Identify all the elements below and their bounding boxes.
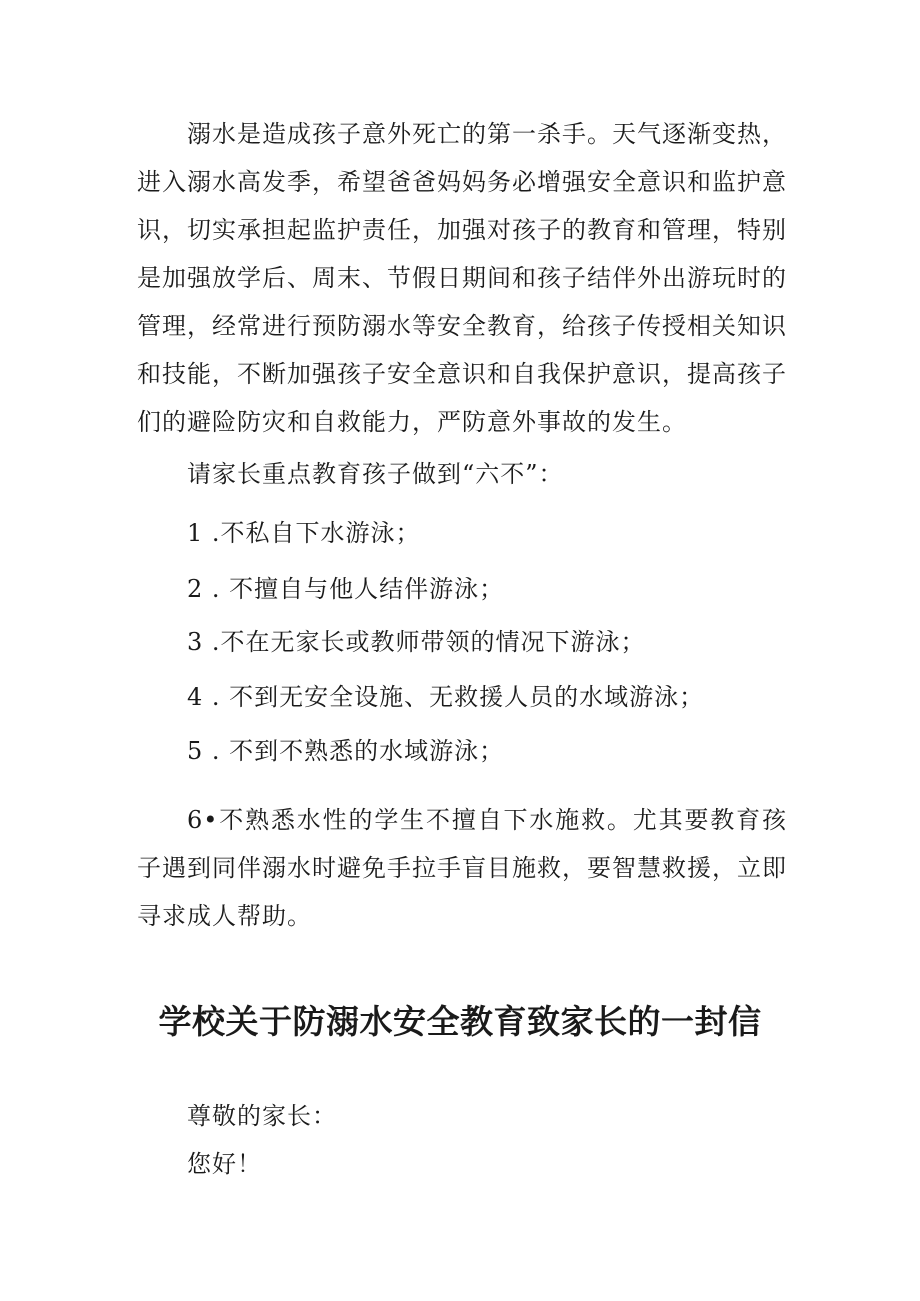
rule-item-2: 2 . 不擅自与他人结伴游泳； xyxy=(187,575,505,603)
letter-greeting: 您好！ xyxy=(187,1150,262,1178)
letter-title: 学校关于防溺水安全教育致家长的一封信 xyxy=(158,1002,762,1041)
rule-item-1: 1 .不私自下水游泳； xyxy=(187,519,421,547)
rule-item-5: 5 . 不到不熟悉的水域游泳； xyxy=(187,737,505,765)
rule-item-4: 4 . 不到无安全设施、无救援人员的水域游泳； xyxy=(187,683,705,711)
intro-paragraph: 溺水是造成孩子意外死亡的第一杀手。天气逐渐变热，进入溺水高发季，希望爸爸妈妈务必增强安全意识和监护意识，切实承担起监护责任，加强对孩子的教育和管理，特别是加强放学后、周末、节假日期间和孩子结伴外出游玩时的管理，经常进行预防溺水等安全教育，给孩子传授相关知识和技能，不断加强孩子安全意识和自我保护意识，提高孩子们的避险防灾和自救能力，严防意外事故的发生。 xyxy=(137,120,787,436)
six-no-intro: 请家长重点教育孩子做到“六不”： xyxy=(187,460,564,488)
rule-item-6: 6•不熟悉水性的学生不擅自下水施救。尤其要教育孩子遇到同伴溺水时避免手拉手盲目施救，要智慧救援，立即寻求成人帮助。 xyxy=(137,806,787,930)
rule-item-3: 3 .不在无家长或教师带领的情况下游泳； xyxy=(187,628,646,656)
letter-salutation: 尊敬的家长： xyxy=(187,1102,337,1130)
